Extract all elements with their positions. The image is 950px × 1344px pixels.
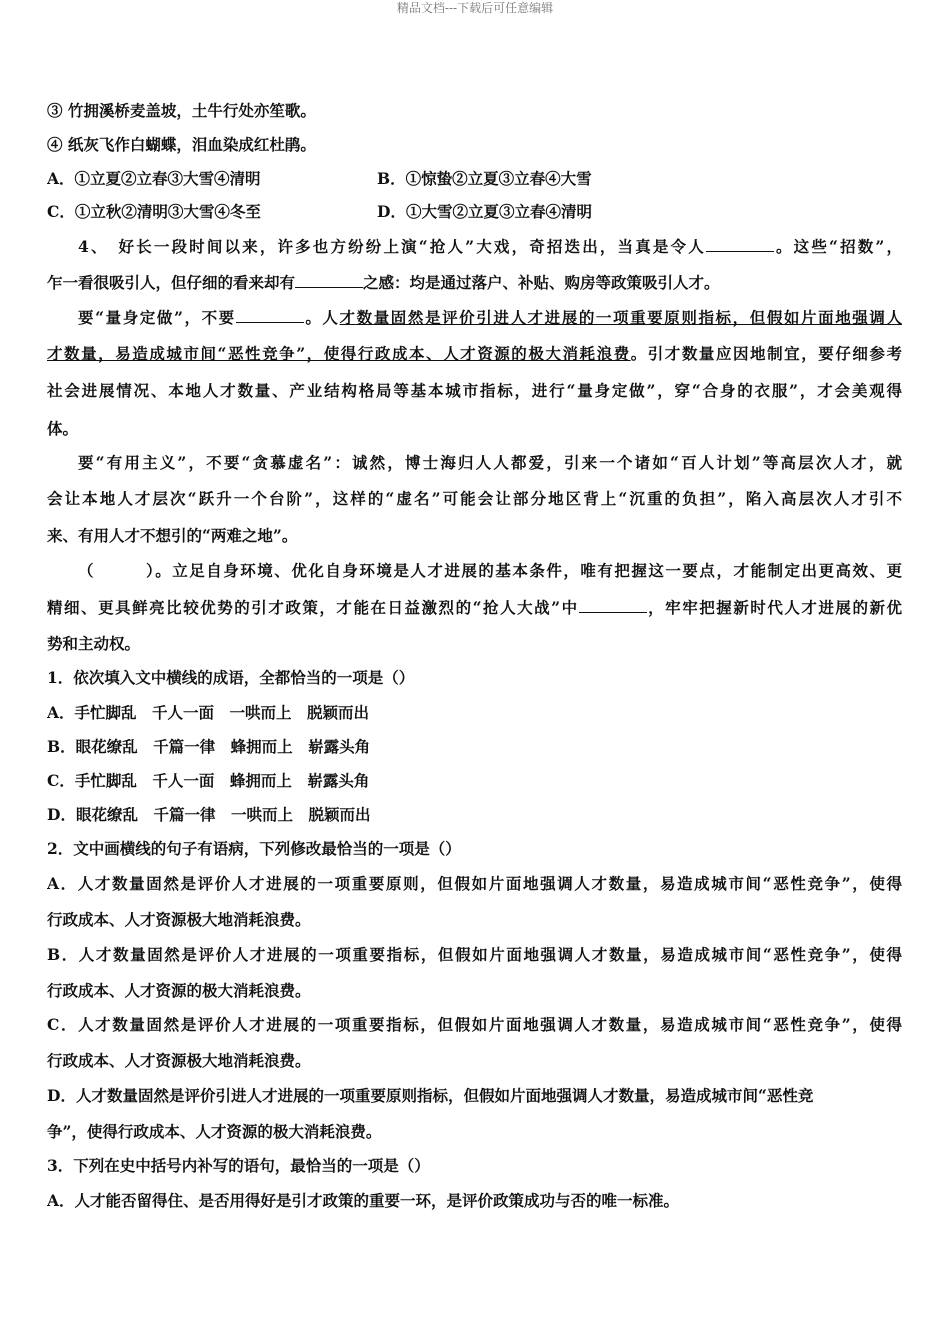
q2-option-a-line2: 行政成本、人才资源极大地消耗浪费。 [47,910,311,929]
passage-p2-line1 [47,307,902,329]
passage-p3-line1 [47,452,902,474]
passage-p3-line3: 来、有用人才不想引的“两难之地”。 [47,526,298,545]
passage-p2-line3: 社会进展情况、本地人才数量、产业结构格局等基本城市指标，进行“量身定做”，穿“合身的衣服”，才会美观得 [47,381,902,400]
q2-option-d-line1: D．人才数量固然是评价引进人才进展的一项重要原则指标，但假如片面地强调人才数量，易造成城市间“恶性竞 [47,1086,814,1105]
page-header: 精品文档---下载后可任意编辑 [396,1,554,15]
prev-question-options-row-2 [47,201,902,223]
q2-option-d-line2: 争”，使得行政成本、人才资源的极大消耗浪费。 [47,1122,382,1141]
option-b: B．①惊蛰②立夏③立春④大雪 [377,169,592,188]
q1-stem: 1．依次填入文中横线的成语，全都恰当的一项是（） [47,668,415,687]
poem-line-3: ③ 竹拥溪桥麦盖坡，土牛行处亦笙歌。 [47,101,316,120]
q3-option-a: A．人才能否留得住、是否用得好是引才政策的重要一环，是评价政策成功与否的唯一标准。 [47,1191,680,1210]
q3-stem: 3．下列在史中括号内补写的语句，最恰当的一项是（） [47,1156,430,1175]
passage-p1-line1 [47,236,902,258]
underlined-sentence: 才数量，易造成城市间“恶性竞争”，使得行政成本、人才资源的极大消耗浪费 [47,344,631,363]
q1-option-b: B．眼花缭乱 千篇一律 蜂拥而上 崭露头角 [47,737,371,756]
passage-text: （ ）。立足自身环境、优化自身环境是人才进展的基本条件，唯有把握这一要点，才能制定出更高效、更 [78,561,902,580]
passage-text: 。人 [303,308,340,327]
q1-option-d: D．眼花缭乱 千篇一律 一哄而上 脱颖而出 [47,805,371,824]
q2-option-c-line1: C．人才数量固然是评价人才进展的一项重要指标，但假如片面地强调人才数量，易造成城市间“恶性竞争”，使得 [47,1015,902,1034]
fill-blank-1 [706,236,774,252]
poem-line-4: ④ 纸灰飞作白蝴蝶，泪血染成红杜鹃。 [47,135,316,154]
passage-text: 要“量身定做”，不要 [78,308,236,327]
option-d: D．①大雪②立夏③立春④清明 [377,202,592,221]
passage-text: 。引才数量应因地制宜，要仔细参考 [630,344,902,363]
q2-option-b-line2: 行政成本、人才资源的极大消耗浪费。 [47,981,311,1000]
passage-p2-line4: 体。 [47,419,79,438]
q2-stem: 2．文中画横线的句子有语病，下列修改最恰当的一项是（） [47,839,461,858]
passage-p4-line1 [47,560,902,582]
passage-p4-line3: 势和主动权。 [47,634,141,653]
passage-p2-line2 [47,343,902,365]
passage-p1-line2 [47,272,902,294]
passage-text: ，牢牢把握新时代人才进展的新优 [646,598,902,617]
passage-text: 精细、更具鲜亮比较优势的引才政策，才能在日益激烈的“抢人大战”中 [47,598,579,617]
passage-p4-line2 [47,597,902,619]
passage-text: 。这些“招数”， [773,237,902,256]
passage-text: 乍一看很吸引人，但仔细的看来却有 [47,273,296,292]
fill-blank-4 [579,597,647,613]
q1-option-a: A．手忙脚乱 千人一面 一哄而上 脱颖而出 [47,703,370,722]
passage-p3-line2: 会让本地人才层次“跃升一个台阶”，这样的“虚名”可能会让部分地区背上“沉重的负担”，陷入高层次人才引不 [47,489,902,508]
passage-text: 之感：均是通过落户、补贴、购房等政策吸引人才。 [363,273,720,292]
fill-blank-2 [295,272,363,288]
q1-option-c: C．手忙脚乱 千人一面 蜂拥而上 崭露头角 [47,771,370,790]
q2-option-b-line1: B．人才数量固然是评价人才进展的一项重要指标，但假如片面地强调人才数量，易造成城市间“恶性竞争”，使得 [47,945,902,964]
prev-question-options-row-1 [47,168,902,190]
passage-text: 4、 好长一段时间以来，许多也方纷纷上演“抢人”大戏，奇招迭出，当真是令人 [78,237,706,256]
option-c: C．①立秋②清明③大雪④冬至 [47,202,261,221]
underlined-sentence: 才数量固然是评价引进人才进展的一项重要原则指标，但假如片面地强调人 [339,308,902,327]
fill-blank-3 [236,307,304,323]
q2-option-a-line1: A．人才数量固然是评价人才进展的一项重要原则，但假如片面地强调人才数量，易造成城市间“恶性竞争”，使得 [47,874,902,893]
passage-text: 要“有用主义”，不要“贪慕虚名”：诚然，博士海归人人都爱，引来一个诸如“百人计划”等高层次人才，就 [78,453,902,472]
q2-option-c-line2: 行政成本、人才资源极大地消耗浪费。 [47,1051,311,1070]
option-a: A．①立夏②立春③大雪④清明 [47,169,261,188]
